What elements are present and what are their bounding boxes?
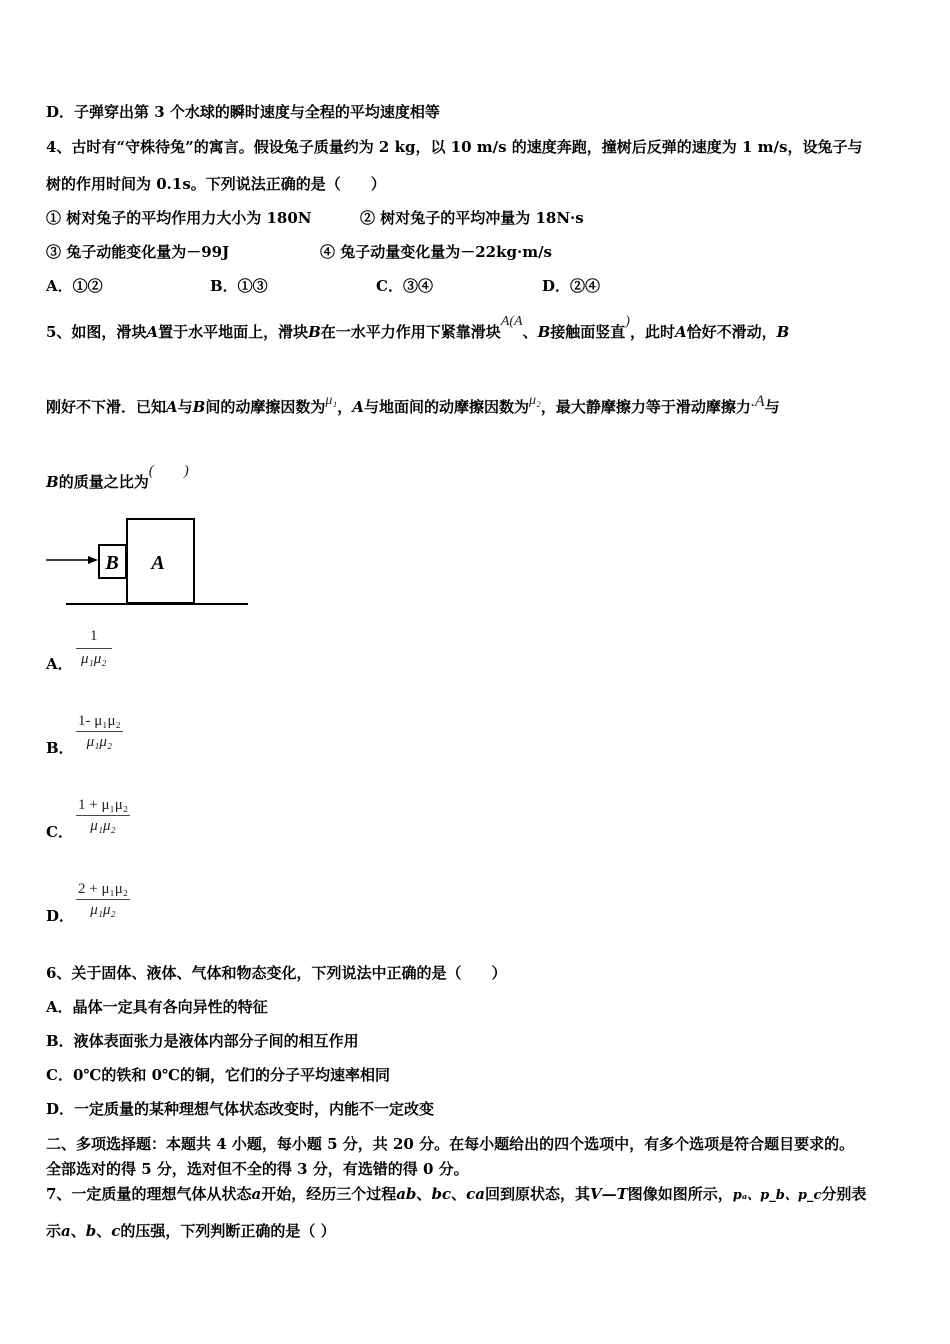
q7-stem-line1: 7、一定质量的理想气体从状态a开始，经历三个过程ab、bc、ca回到原状态，其V—T图像如图所示，pₐ、p_b、p_c分别表 xyxy=(46,1185,867,1203)
block-a-label: A xyxy=(151,552,165,574)
q5-option-d-label: D． xyxy=(46,907,75,925)
q5-option-c-label: C． xyxy=(46,823,73,841)
q6-option-b: B．液体表面张力是液体内部分子间的相互作用 xyxy=(46,1032,359,1050)
q7-pressure-symbols: pₐ、p_b、p_c xyxy=(732,1188,822,1203)
q4-option-d: D．②④ xyxy=(542,277,601,295)
q5-mu1: μ₁ xyxy=(325,393,338,408)
q6-option-a: A．晶体一定具有各向异性的特征 xyxy=(46,998,268,1016)
q5-option-b-fraction xyxy=(76,713,123,751)
q5-option-c-numerator: 1 + μ₁μ₂ xyxy=(76,797,130,816)
q5-option-a-label: A． xyxy=(46,655,73,673)
q5-stem-line2: 刚好不下滑．已知A与B间的动摩擦因数为μ₁，A与地面间的动摩擦因数为μ₂，最大静摩擦力等于滑动摩擦力.A与 xyxy=(46,393,780,416)
section2-line1: 二、多项选择题：本题共 4 小题，每小题 5 分，共 20 分。在每小题给出的四个选项中，有多个选项是符合题目要求的。 xyxy=(46,1135,855,1153)
q6-option-d: D．一定质量的某种理想气体状态改变时，内能不一定改变 xyxy=(46,1100,435,1118)
q4-option-a: A．①② xyxy=(46,277,103,295)
q5-option-b-denominator: μ₁μ₂ xyxy=(86,734,113,750)
section2-line2: 全部选对的得 5 分，选对但不全的得 3 分，有选错的得 0 分。 xyxy=(46,1160,469,1178)
q3-option-d: D．子弹穿出第 3 个水球的瞬时速度与全程的平均速度相等 xyxy=(46,103,440,121)
q5-option-c-fraction xyxy=(76,797,130,835)
q5-mu2: μ₂ xyxy=(528,393,541,408)
q6-stem: 6、关于固体、液体、气体和物态变化，下列说法中正确的是（ ） xyxy=(46,964,507,982)
q5-math-dot-a: .A xyxy=(750,393,765,410)
q5-option-d-denominator: μ₁μ₂ xyxy=(90,902,116,918)
q4-statement-2: ② 树对兔子的平均冲量为 18N·s xyxy=(360,209,584,227)
q5-option-c-denominator: μ₁μ₂ xyxy=(90,818,116,834)
q5-option-b-numerator: 1- μ₁μ₂ xyxy=(76,713,123,732)
q4-stem-line2: 树的作用时间为 0.1s。下列说法正确的是（ ） xyxy=(46,175,386,193)
q5-option-d-fraction xyxy=(76,881,130,919)
block-b-label: B xyxy=(105,552,119,574)
q5-math-close-paren: ) xyxy=(625,314,630,329)
q6-option-c: C．0℃的铁和 0℃的铜，它们的分子平均速率相同 xyxy=(46,1066,390,1084)
q5-option-a-numerator: 1 xyxy=(76,628,112,649)
q4-statement-3: ③ 兔子动能变化量为－99J xyxy=(46,243,230,261)
q5-figure xyxy=(46,515,251,610)
force-arrow-head xyxy=(88,556,98,564)
q4-option-c: C．③④ xyxy=(376,277,433,295)
q4-option-b: B．①③ xyxy=(210,277,268,295)
q5-option-d-numerator: 2 + μ₁μ₂ xyxy=(76,881,130,900)
q5-option-a-fraction xyxy=(76,628,112,668)
q5-stem-line1: 5、如图，滑块A置于水平地面上，滑块B在一水平力作用下紧靠滑块A(A、B接触面竖直)，此时A恰好不滑动，B xyxy=(46,314,790,341)
q5-answer-paren: ( ) xyxy=(148,463,189,479)
q4-statement-4: ④ 兔子动量变化量为－22kg·m/s xyxy=(320,243,552,261)
q4-statement-1: ① 树对兔子的平均作用力大小为 180N xyxy=(46,209,312,227)
q5-math-a-paren: A(A xyxy=(500,314,523,329)
q5-stem-line3: B的质量之比为( ) xyxy=(46,463,189,491)
q4-stem-line1: 4、古时有“守株待兔”的寓言。假设兔子质量约为 2 kg，以 10 m/s 的速度奔跑，撞树后反弹的速度为 1 m/s，设兔子与 xyxy=(46,138,863,156)
q7-stem-line2: 示a、b、c的压强，下列判断正确的是（ ） xyxy=(46,1222,336,1240)
q5-figure-svg xyxy=(46,515,251,610)
q5-option-a-denominator: μ₁μ₂ xyxy=(81,651,107,667)
q5-option-b-label: B． xyxy=(46,739,74,757)
